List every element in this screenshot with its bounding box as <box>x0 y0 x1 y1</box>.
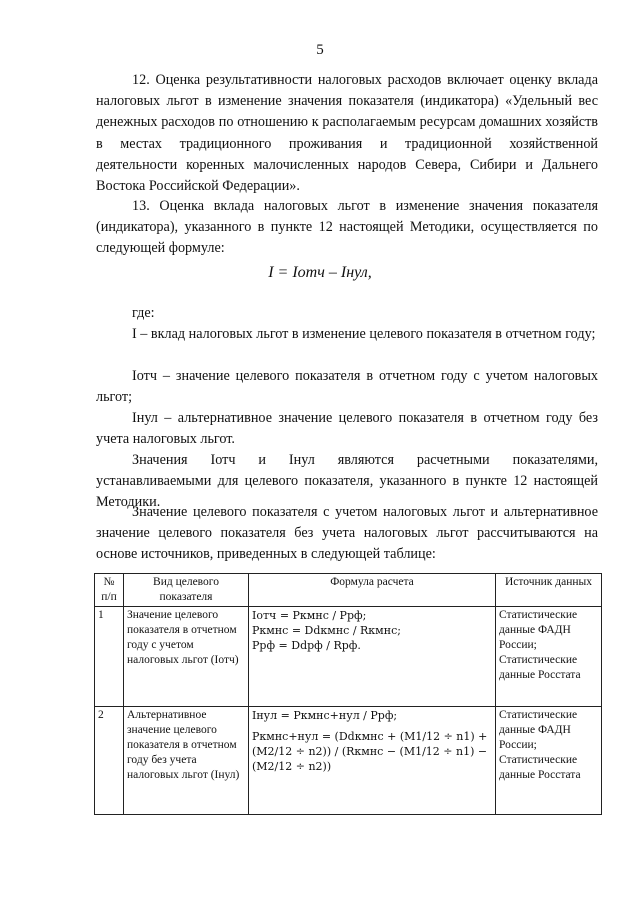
indicator-table <box>94 573 602 815</box>
table-row <box>95 607 602 707</box>
main-formula <box>0 264 640 282</box>
row2-formulas <box>249 707 496 815</box>
main-formula-text: I = Iотч – Iнул, <box>268 264 372 281</box>
paragraph-12: 12. Оценка результативности налоговых расходов включает оценку вклада налоговых льгот в изменение значения показателя (индикатора) «Удельный вес денежных расходов по отношению к располагаемым ресурсам домашних хозяйств в местах традиционного проживания и традиционной хозяйственной деятельности коренных малочисленных народов Севера, Сибири и Дальнего Востока Российской Федерации». <box>96 72 598 195</box>
header-source: Источник данных <box>496 574 602 607</box>
where-label: где: <box>132 305 155 321</box>
row1-kind: Значение целевого показателя в отчетном году с учетом налоговых льгот (Iотч) <box>124 607 249 707</box>
row2-num: 2 <box>95 707 124 815</box>
paragraph-13: 13. Оценка вклада налоговых льгот в изменение значения показателя (индикатора), указанного в пункте 12 настоящей Методики, осуществляется по следующей формуле: <box>96 198 598 257</box>
row2-source: Статистические данные ФАДН России; Статистические данные Росстата <box>496 707 602 815</box>
table-row <box>95 707 602 815</box>
definition-i: I – вклад налоговых льгот в изменение целевого показателя в отчетном году; <box>132 326 596 342</box>
page-number: 5 <box>316 42 324 58</box>
definition-iotch: Iотч – значение целевого показателя в отчетном году с учетом налоговых льгот; <box>96 368 598 406</box>
header-num: № п/п <box>95 574 124 607</box>
row1-num: 1 <box>95 607 124 707</box>
row1-formula-3: Pрф = Ddрф / Rрф. <box>252 639 361 652</box>
row1-formula-2: Pкмнс = Ddкмнс / Rкмнс; <box>252 624 401 637</box>
definition-inul: Iнул – альтернативное значение целевого показателя в отчетном году без учета налоговых льгот. <box>96 410 598 448</box>
row1-formulas <box>249 607 496 707</box>
header-kind: Вид целевого показателя <box>124 574 249 607</box>
header-formula: Формула расчета <box>249 574 496 607</box>
row2-formula-2: Pкмнс+нул = (Ddкмнс + (M1/12 ÷ n1) + (M2/12 ÷ n2)) / (Rкмнс − (M1/12 ÷ n1) − (M2/12 ÷ n2)) <box>252 730 488 773</box>
table-header-row <box>95 574 602 607</box>
row1-source: Статистические данные ФАДН России; Статистические данные Росстата <box>496 607 602 707</box>
row1-formula-1: Iотч = Pкмнс / Pрф; <box>252 609 367 622</box>
row2-kind: Альтернативное значение целевого показателя в отчетном году без учета налоговых льгот (Iнул) <box>124 707 249 815</box>
row2-formula-1: Iнул = Pкмнс+нул / Pрф; <box>252 709 398 722</box>
paragraph-table-intro: Значение целевого показателя с учетом налоговых льгот и альтернативное значение целевого показателя без учета налоговых льгот рассчитываются на основе источников, приведенных в следующей таблице: <box>96 504 598 563</box>
paragraph-values: Значения Iотч и Iнул являются расчетными показателями, устанавливаемыми для целевого показателя, указанного в пункте 12 настоящей Методики. <box>96 452 598 511</box>
